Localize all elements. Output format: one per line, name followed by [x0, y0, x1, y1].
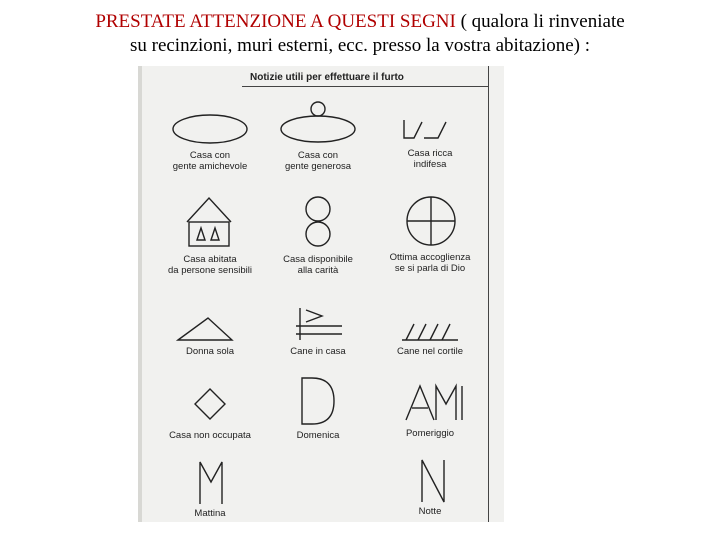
slanted-marks-icon	[400, 322, 462, 342]
lines-with-triangle-icon	[292, 304, 346, 344]
sign-caption-1: Casa con gente amichevole	[172, 150, 248, 172]
sheet-right-border	[488, 66, 489, 522]
scanned-sheet	[138, 66, 504, 522]
ellipse-with-circle-icon	[278, 100, 358, 146]
heading-note: ( qualora li rinveniate	[455, 11, 625, 32]
sign-caption-13: Mattina	[194, 508, 226, 519]
heading-warning: PRESTATE ATTENZIONE A QUESTI SEGNI	[95, 11, 456, 32]
house-with-triangles-icon	[184, 194, 234, 250]
two-circles-icon	[300, 194, 336, 250]
letters-am-icon	[404, 382, 468, 422]
sheet-title: Notizie utili per effettuare il furto	[250, 72, 404, 83]
sheet-title-rule	[242, 86, 488, 87]
sign-caption-5: Casa disponibile alla carità	[283, 254, 353, 276]
heading-line-2: su recinzioni, muri esterni, ecc. presso la vostra abitazione) :	[129, 35, 591, 56]
heading-line-1	[0, 10, 720, 34]
sign-caption-11: Domenica	[296, 430, 340, 441]
letter-m-icon	[196, 460, 226, 506]
sign-caption-14: Notte	[418, 506, 442, 517]
letter-d-icon	[298, 376, 338, 426]
sign-caption-10: Casa non occupata	[169, 430, 251, 441]
triangle-icon	[174, 314, 236, 344]
letter-n-icon	[418, 458, 448, 504]
scan-edge	[138, 66, 142, 522]
sign-caption-4: Casa abitata da persone sensibili	[168, 254, 252, 276]
sign-caption-6: Ottima accoglienza se si parla di Dio	[389, 252, 471, 274]
angled-marks-icon	[400, 118, 460, 142]
diamond-icon	[192, 386, 228, 422]
page-heading	[0, 10, 720, 58]
circle-with-cross-icon	[404, 194, 458, 248]
sign-caption-8: Cane in casa	[290, 346, 346, 357]
flat-ellipse-icon	[170, 112, 250, 146]
sign-caption-2: Casa con gente generosa	[284, 150, 352, 172]
sign-caption-7: Donna sola	[185, 346, 235, 357]
sign-caption-12: Pomeriggio	[405, 428, 455, 439]
sign-caption-3: Casa ricca indifesa	[407, 148, 453, 170]
sign-caption-9: Cane nel cortile	[396, 346, 463, 357]
